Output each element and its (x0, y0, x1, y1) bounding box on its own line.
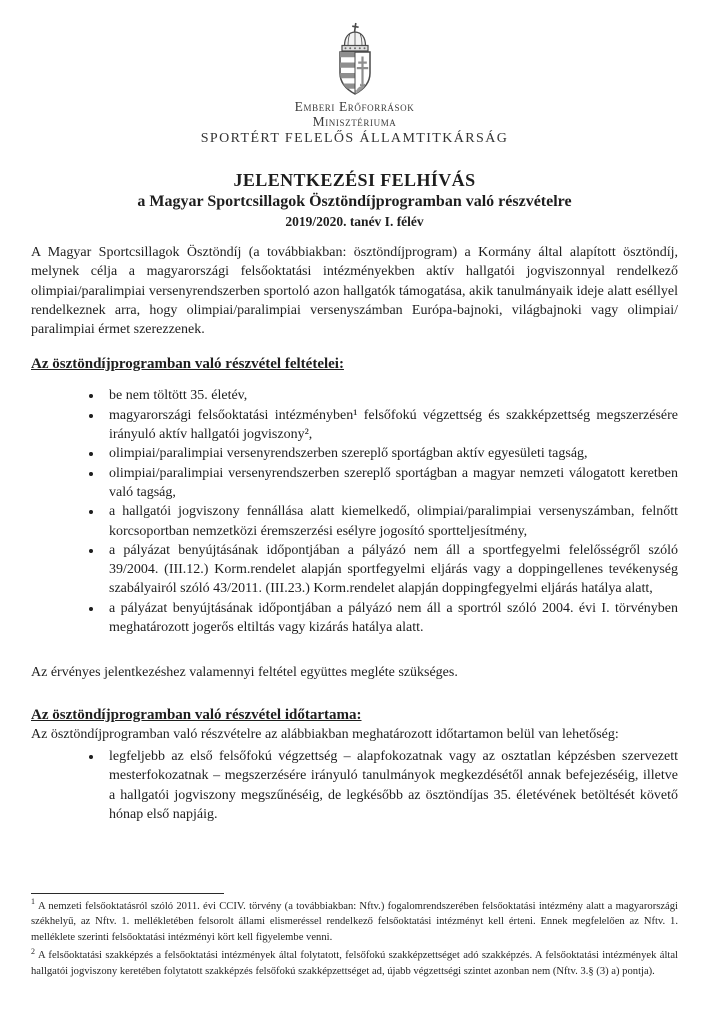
document-term: 2019/2020. tanév I. félév (285, 214, 424, 229)
list-item: • a pályázat benyújtásának időpontjában a pályázó nem áll a sportfegyelmi felelősségről szóló 39/2004. (III.12.) Korm.rendelet alapján sportfegyelmi eljárás vagy a doppingellenes tevékenység szabályairól szóló 43/2011. (III.23.) Korm.rendelet alapján doppingfegyelmi eljárás hatálya alatt, (103, 541, 678, 599)
footnote-separator (31, 893, 224, 894)
document-title: JELENTKEZÉSI FELHÍVÁS (233, 170, 476, 190)
title-block (31, 169, 678, 231)
footnote-1-marker: 1 (31, 897, 35, 907)
footnote-2-text: A felsőoktatási szakképzés a felsőoktatási intézmények által folytatott, felsőfokú szakképzettséget adó szakképzés. A felsőoktatási intézmények által hallgatói jogviszony keretében folytatott szakképzés felsőfokú szakképzettséget ad, újabb végzettségi szintet azonban nem (Nftv. 3.§ (3) a) pontja). (31, 950, 678, 977)
hungary-coat-of-arms-icon (325, 22, 385, 96)
document-header (31, 22, 678, 148)
footnote-2 (31, 948, 678, 979)
ministry-name-line1: Emberi Erőforrások (294, 99, 415, 114)
list-item: • a pályázat benyújtásának időpontjában a pályázó nem áll a sportról szóló 2004. évi I. törvényben meghatározott jogerős eltiltás vagy kizárás hatálya alatt. (103, 599, 678, 638)
intro-paragraph: A Magyar Sportcsillagok Ösztöndíj (a továbbiakban: ösztöndíjprogram) a Kormány által alapított ösztöndíj, melynek célja a magyarországi felsőoktatási intézményekben aktív hallgatói jogviszonnyal rendelkező olimpiai/paralimpiai versenyrendszerben sportoló azon hallgatók támogatása, akik tanulmányaik ideje alatt eséllyel rendelkeznek arra, hogy olimpiai/paralimpiai versenyszámban Európa-bajnoki, világbajnoki vagy olimpiai/ paralimpiai érmet szerezzenek. (31, 245, 678, 338)
duration-list (31, 747, 678, 824)
secretariat-name: SPORTÉRT FELELŐS ÁLLAMTITKÁRSÁG (200, 131, 509, 146)
footnotes-section (31, 893, 678, 982)
duration-heading (31, 705, 678, 725)
duration-intro: Az ösztöndíjprogramban való részvételre az alábbiakban meghatározott időtartamon belül van lehetőség: (31, 726, 619, 742)
list-item: • magyarországi felsőoktatási intézményben¹ felsőfokú végzettség és szakképzettség megszerzésére irányuló aktív hallgatói jogviszony², (103, 406, 678, 445)
list-item: • legfeljebb az első felsőfokú végzettség – alapfokozatnak vagy az osztatlan képzésben szervezett mesterfokozatnak – megszerzésére irányuló tanulmányok megkezdésétől annak befejezéséig, illetve a hallgatói jogviszony megszűnéséig, de legkésőbb az ösztöndíjas 35. életévének betöltését követő hónap első napjáig. (103, 747, 678, 824)
footnote-2-marker: 2 (31, 946, 35, 956)
ministry-name-line2: Minisztériuma (312, 114, 397, 129)
conditions-heading (31, 354, 678, 374)
list-item: • a hallgatói jogviszony fennállása alatt kiemelkedő, olimpiai/paralimpiai versenyszámban, felnőtt korcsoportban nemzetközi éremszerzési esélyre jogosító sportteljesítmény, (103, 502, 678, 541)
duration-heading-text: Az ösztöndíjprogramban való részvétel időtartama: (31, 706, 362, 723)
footnote-1 (31, 899, 678, 945)
list-item: • olimpiai/paralimpiai versenyrendszerben szereplő sportágban a magyar nemzeti válogatott keretben való tagság, (103, 464, 678, 503)
validity-note: Az érvényes jelentkezéshez valamennyi feltétel együttes megléte szükséges. (31, 665, 458, 681)
list-item: • be nem töltött 35. életév, (103, 386, 678, 405)
document-body (31, 243, 678, 824)
conditions-heading-text: Az ösztöndíjprogramban való részvétel feltételei: (31, 356, 344, 373)
list-item: • olimpiai/paralimpiai versenyrendszerben szereplő sportágban aktív egyesületi tagság, (103, 444, 678, 463)
conditions-list (31, 386, 678, 637)
document-subtitle: a Magyar Sportcsillagok Ösztöndíjprogramban való részvételre (137, 193, 572, 210)
footnote-1-text: A nemzeti felsőoktatásról szóló 2011. évi CCIV. törvény (a továbbiakban: Nftv.) fogalomrendszerében felsőoktatási intézmény alatt a magyarországi székhelyű, az Nftv. 1. mellékletében felsorolt állami elismeréssel rendelkező felsőoktatási intézményt kell érteni. Ennek megfelelően az Nftv. 1. melléklete szerinti felsőoktatási intézményi kört kell figyelembe venni. (31, 901, 678, 943)
